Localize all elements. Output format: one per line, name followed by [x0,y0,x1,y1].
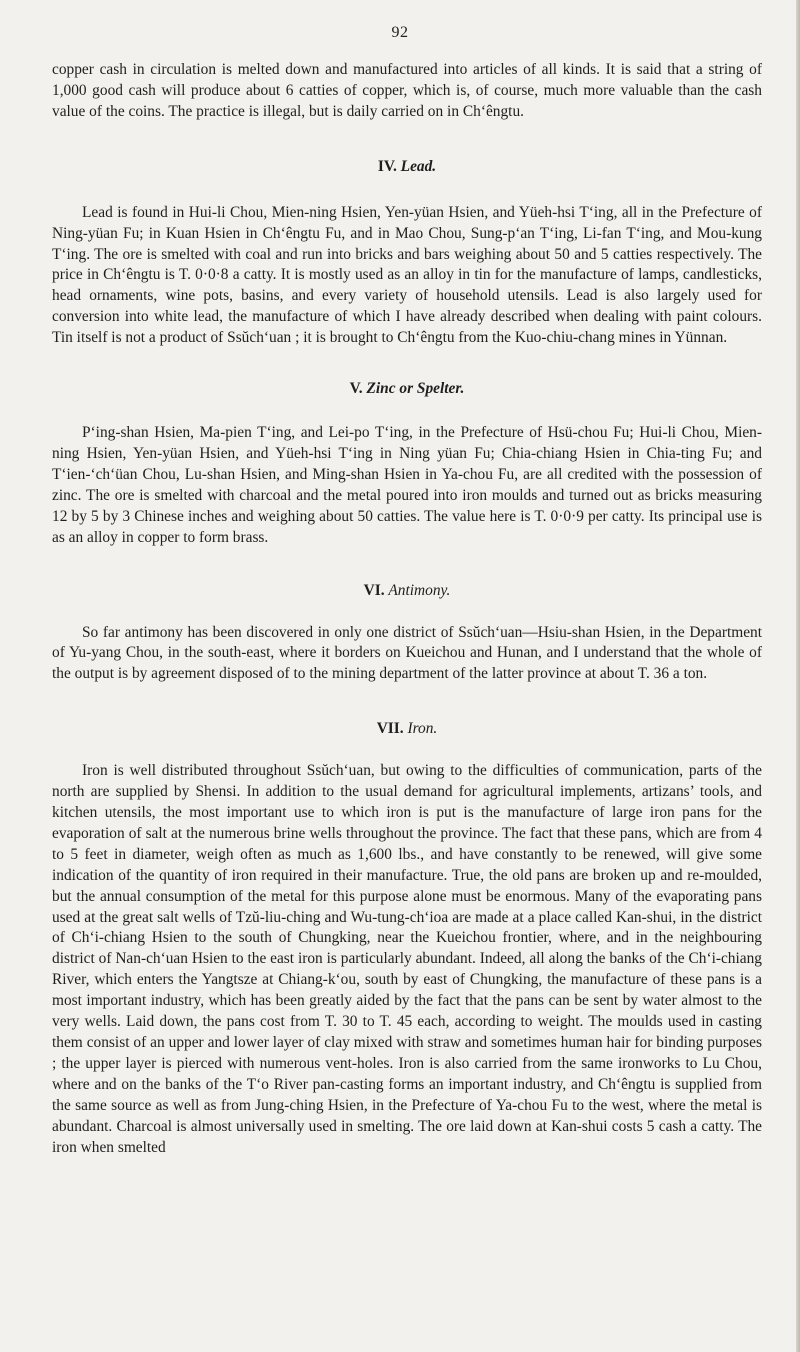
intro-paragraph: copper cash in circulation is melted down and manufactured into articles of all kinds. It is said that a string of 1,000 good cash will produce about 6 catties of copper, which is, of course, much more valuable than the cash value of the coins. The practice is illegal, but is daily carried on in Ch‘êngtu. [52,61,762,120]
section-title: Antimony. [388,581,451,599]
section-paragraph-antimony: So far antimony has been discovered in only one district of Ssŭch‘uan—Hsiu-shan Hsien, in the Department of Yu-yang Chou, in the south-east, where it borders on Kueichou and Hunan, and I understand that the whole of the output is by agreement disposed of to the mining department of the latter province at about T. 36 a ton. [52,623,762,683]
section-paragraph-lead: Lead is found in Hui-li Chou, Mien-ning Hsien, Yen-yüan Hsien, and Yüeh-hsi T‘ing, all in the Prefecture of Ning-yüan Fu; in Kuan Hsien in Ch‘êngtu Fu, and in Mao Chou, Sung-p‘an T‘ing, Li-fan T‘ing, and Mou-kung T‘ing. The ore is smelted with coal and run into bricks and bars weighing about 50 and 5 catties respectively. The price in Ch‘êngtu is T. 0·0·8 a catty. It is mostly used as an alloy in tin for the manufacture of lamps, candlesticks, head ornaments, wine pots, basins, and every variety of household utensils. Lead is also largely used for conversion into white lead, the manufacture of which I have already described when dealing with paint colours. Tin itself is not a product of Ssŭch‘uan ; it is brought to Ch‘êngtu from the Kuo-chiu-chang mines in Yünnan. [52,203,762,347]
page-number: 92 [391,24,409,41]
section-paragraph-zinc: P‘ing-shan Hsien, Ma-pien T‘ing, and Lei-po T‘ing, in the Prefecture of Hsü-chou Fu; Hui-li Chou, Mien-ning Hsien, Yen-yüan Hsien, and Yüeh-hsi T‘ing in Ning yüan Fu; Chia-chiang Hsien in Chia-ting Fu; and T‘ien-‘ch‘üan Chou, Lu-shan Hsien, and Ming-shan Hsien in Ya-chou Fu, are all credited with the possession of zinc. The ore is smelted with charcoal and the metal poured into iron moulds and turned out as bricks measuring 12 by 5 by 3 Chinese inches and weighing about 50 catties. The value here is T. 0·0·9 per catty. Its principal use is as an alloy in copper to form brass. [52,424,762,546]
section-number: IV. [377,157,397,175]
section-heading-zinc [52,379,762,399]
section-number: VII. [376,720,404,738]
page-edge-shadow [796,0,800,1352]
section-paragraph-iron: Iron is well distributed throughout Ssŭch‘uan, but owing to the difficulties of communication, parts of the north are supplied by Shensi. In addition to the usual demand for agricultural implements, artizans’ tools, and kitchen utensils, the most important use to which iron is put is the manufacture of large iron pans for the evaporation of salt at the numerous brine wells throughout the province. The fact that these pans, which are from 4 to 5 feet in diameter, weigh often as much as 1,600 lbs., and have constantly to be renewed, will give some indication of the quantity of iron required in their manufacture. True, the old pans are broken up and re-moulded, but the annual consumption of the metal for this purpose alone must be enormous. Many of the evaporating pans used at the great salt wells of Tzŭ-liu-ching and Wu-tung-ch‘ioa are made at a place called Kan-shui, in the district of Ch‘i-chiang Hsien to the south of Chungking, near the Kueichou frontier, where, and in the neighbouring district of Nan-ch‘uan Hsien to the east iron is particularly abundant. Indeed, all along the banks of the Ch‘i-chiang River, which enters the Yangtsze at Chiang-k‘ou, south by east of Chungking, the manufacture of these pans is a most important industry, which has been greatly aided by the fact that the pans can be sent by water almost to the very wells. Laid down, the pans cost from T. 30 to T. 45 each, according to weight. The moulds used in casting them consist of an upper and lower layer of clay mixed with straw and sometimes human hair for binding purposes ; the upper layer is pierced with numerous vent-holes. Iron is also carried from the same ironworks to Lu Chou, where and on the banks of the T‘o River pan-casting forms an important industry, and Ch‘êngtu is supplied from the same source as well as from Jung-ching Hsien, in the Prefecture of Ya-chou Fu to the west, where the metal is abundant. Charcoal is almost universally used in smelting. The ore laid down at Kan-shui costs 5 cash a catty. The iron when smelted [52,762,762,1156]
section-heading-lead [52,157,762,177]
page-body [52,60,762,1158]
section-heading-iron [52,719,762,739]
section-number: V. [349,380,363,398]
section-title: Zinc or Spelter. [366,380,465,398]
section-heading-antimony [52,581,762,601]
section-title: Lead. [400,157,437,175]
section-title: Iron. [407,720,438,738]
section-number: VI. [363,581,385,599]
